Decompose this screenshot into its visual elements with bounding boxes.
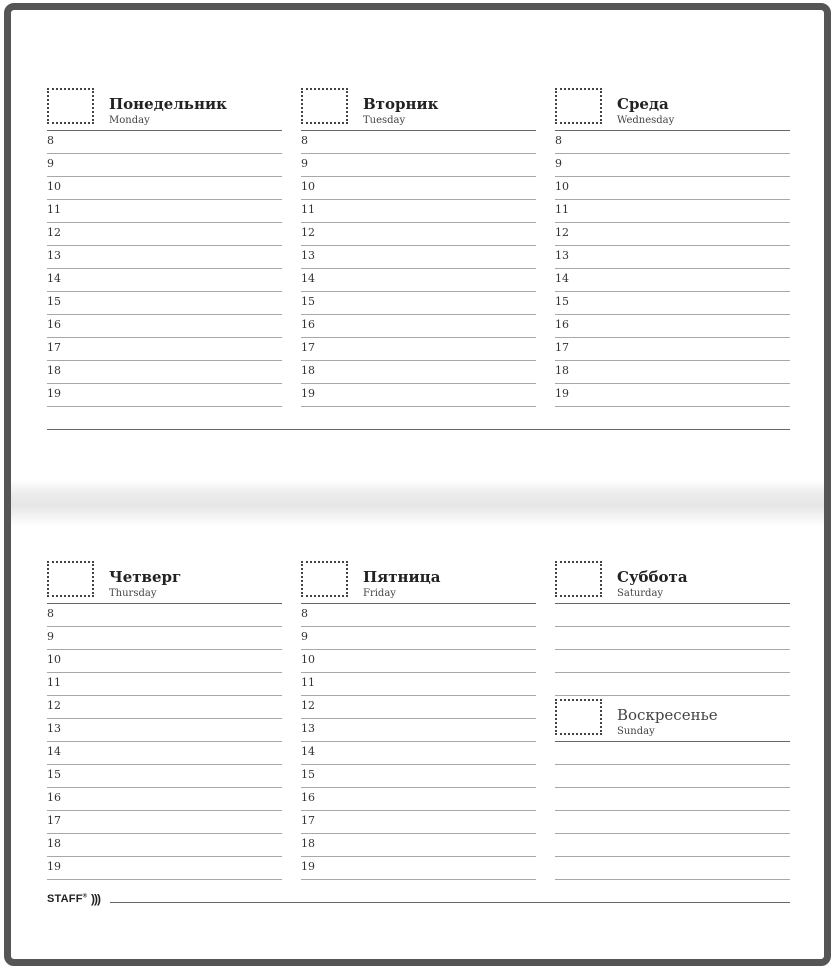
date-box[interactable]: [301, 88, 348, 124]
hour-label: 15: [47, 295, 61, 308]
hour-line[interactable]: [301, 695, 536, 696]
hour-line[interactable]: [47, 199, 282, 200]
hour-line[interactable]: [301, 314, 536, 315]
note-line[interactable]: [555, 672, 790, 673]
hour-label: 19: [301, 860, 315, 873]
hour-label: 8: [301, 134, 308, 147]
hour-label: 13: [301, 249, 315, 262]
date-box[interactable]: [301, 561, 348, 597]
hour-line[interactable]: [555, 222, 790, 223]
hour-line[interactable]: [301, 718, 536, 719]
day-name: Воскресенье: [617, 706, 718, 724]
header-rule: [301, 130, 536, 131]
hour-label: 18: [301, 364, 315, 377]
hour-label: 13: [47, 249, 61, 262]
day-name: Среда: [617, 95, 669, 113]
hour-line[interactable]: [47, 245, 282, 246]
hour-label: 18: [555, 364, 569, 377]
hour-label: 18: [47, 837, 61, 850]
hour-line[interactable]: [555, 314, 790, 315]
hour-label: 16: [301, 318, 315, 331]
hour-label: 10: [301, 653, 315, 666]
hour-line[interactable]: [301, 153, 536, 154]
note-line[interactable]: [555, 833, 790, 834]
hour-line[interactable]: [301, 856, 536, 857]
hour-line[interactable]: [301, 810, 536, 811]
hour-label: 12: [47, 226, 61, 239]
header-rule: [555, 130, 790, 131]
hour-line[interactable]: [555, 153, 790, 154]
hour-line[interactable]: [47, 695, 282, 696]
brand-logo: [47, 893, 87, 905]
hour-label: 17: [47, 341, 61, 354]
hour-label: 8: [47, 607, 54, 620]
hour-line[interactable]: [301, 360, 536, 361]
hour-label: 16: [555, 318, 569, 331]
day-name: Суббота: [617, 568, 688, 586]
hour-label: 11: [47, 676, 61, 689]
hour-label: 15: [301, 295, 315, 308]
hour-label: 11: [47, 203, 61, 216]
note-line[interactable]: [555, 695, 790, 696]
hour-line[interactable]: [47, 222, 282, 223]
hour-line[interactable]: [47, 856, 282, 857]
hour-label: 15: [301, 768, 315, 781]
day-column-thursday: [47, 561, 282, 901]
hour-label: 14: [301, 272, 315, 285]
note-line[interactable]: [555, 626, 790, 627]
day-name: Понедельник: [109, 95, 227, 113]
hour-line[interactable]: [47, 176, 282, 177]
hour-label: 12: [47, 699, 61, 712]
hour-line[interactable]: [301, 787, 536, 788]
day-name: Четверг: [109, 568, 182, 586]
hour-label: 11: [301, 203, 315, 216]
hour-label: 14: [301, 745, 315, 758]
hour-label: 19: [47, 387, 61, 400]
hour-line[interactable]: [301, 268, 536, 269]
hour-label: 17: [301, 814, 315, 827]
hour-line[interactable]: [47, 718, 282, 719]
hour-label: 10: [301, 180, 315, 193]
hour-label: 18: [301, 837, 315, 850]
hour-label: 13: [555, 249, 569, 262]
note-line[interactable]: [555, 787, 790, 788]
hour-label: 9: [47, 630, 54, 643]
hour-label: 16: [47, 791, 61, 804]
hour-line[interactable]: [47, 672, 282, 673]
hour-label: 15: [47, 768, 61, 781]
hour-line[interactable]: [301, 879, 536, 880]
header-rule: [555, 603, 790, 604]
brand-mark: ®: [82, 893, 88, 900]
hour-label: 12: [301, 226, 315, 239]
hour-line[interactable]: [301, 626, 536, 627]
header-rule: [301, 603, 536, 604]
weekend-column: [555, 561, 790, 901]
hour-label: 14: [47, 745, 61, 758]
brand-name: STAFF: [47, 893, 83, 905]
day-name-english: Saturday: [617, 588, 664, 599]
hour-label: 19: [555, 387, 569, 400]
hour-line[interactable]: [301, 176, 536, 177]
hour-label: 8: [47, 134, 54, 147]
hour-line[interactable]: [47, 879, 282, 880]
header-rule: [555, 741, 790, 742]
hour-label: 10: [47, 653, 61, 666]
hour-line[interactable]: [47, 741, 282, 742]
hour-label: 12: [301, 699, 315, 712]
hour-label: 8: [555, 134, 562, 147]
note-line[interactable]: [555, 764, 790, 765]
hour-label: 17: [301, 341, 315, 354]
hour-label: 11: [301, 676, 315, 689]
day-name: Пятница: [363, 568, 441, 586]
day-column-tuesday: [301, 88, 536, 428]
hour-line[interactable]: [555, 291, 790, 292]
sunday-block: [555, 699, 790, 899]
hour-line[interactable]: [555, 199, 790, 200]
hour-line[interactable]: [47, 337, 282, 338]
hour-line[interactable]: [301, 199, 536, 200]
hour-line[interactable]: [301, 833, 536, 834]
hour-line[interactable]: [47, 787, 282, 788]
hour-line[interactable]: [555, 383, 790, 384]
day-column-monday: [47, 88, 282, 428]
hour-line[interactable]: [47, 764, 282, 765]
notes-rule[interactable]: [47, 429, 790, 430]
hour-line[interactable]: [555, 245, 790, 246]
day-name-english: Thursday: [109, 588, 157, 599]
hour-line[interactable]: [47, 383, 282, 384]
hour-line[interactable]: [555, 406, 790, 407]
hour-label: 9: [301, 157, 308, 170]
hour-label: 10: [47, 180, 61, 193]
hour-line[interactable]: [47, 268, 282, 269]
hour-line[interactable]: [555, 268, 790, 269]
date-box[interactable]: [555, 561, 602, 597]
hour-line[interactable]: [301, 672, 536, 673]
note-line[interactable]: [555, 879, 790, 880]
hour-line[interactable]: [47, 810, 282, 811]
hour-line[interactable]: [47, 314, 282, 315]
day-name-english: Sunday: [617, 726, 655, 737]
hour-line[interactable]: [301, 291, 536, 292]
hour-line[interactable]: [301, 406, 536, 407]
hour-line[interactable]: [47, 406, 282, 407]
header-rule: [47, 603, 282, 604]
hour-line[interactable]: [555, 176, 790, 177]
hour-line[interactable]: [47, 153, 282, 154]
day-name-english: Wednesday: [617, 115, 675, 126]
hour-label: 9: [47, 157, 54, 170]
note-line[interactable]: [555, 810, 790, 811]
hour-line[interactable]: [47, 626, 282, 627]
day-column-wednesday: [555, 88, 790, 428]
day-column-friday: [301, 561, 536, 901]
hour-line[interactable]: [301, 741, 536, 742]
header-rule: [47, 130, 282, 131]
hour-line[interactable]: [301, 245, 536, 246]
hour-label: 13: [47, 722, 61, 735]
page-fold: [11, 480, 824, 526]
hour-label: 16: [301, 791, 315, 804]
hour-line[interactable]: [301, 383, 536, 384]
planner-page: [4, 3, 831, 966]
hour-label: 9: [555, 157, 562, 170]
hour-label: 19: [301, 387, 315, 400]
hour-label: 17: [555, 341, 569, 354]
date-box[interactable]: [47, 561, 94, 597]
hour-label: 8: [301, 607, 308, 620]
hour-label: 11: [555, 203, 569, 216]
day-name-english: Friday: [363, 588, 396, 599]
hour-label: 18: [47, 364, 61, 377]
hour-label: 17: [47, 814, 61, 827]
hour-label: 9: [301, 630, 308, 643]
hour-line[interactable]: [301, 764, 536, 765]
hour-label: 10: [555, 180, 569, 193]
day-name: Вторник: [363, 95, 439, 113]
hour-label: 13: [301, 722, 315, 735]
hour-label: 15: [555, 295, 569, 308]
hour-label: 16: [47, 318, 61, 331]
hour-label: 14: [555, 272, 569, 285]
hour-label: 19: [47, 860, 61, 873]
hour-line[interactable]: [47, 291, 282, 292]
hour-line[interactable]: [555, 337, 790, 338]
note-line[interactable]: [555, 649, 790, 650]
date-box[interactable]: [47, 88, 94, 124]
date-box[interactable]: [555, 88, 602, 124]
day-name-english: Tuesday: [363, 115, 406, 126]
hour-line[interactable]: [301, 222, 536, 223]
hour-line[interactable]: [47, 360, 282, 361]
date-box[interactable]: [555, 699, 602, 735]
hour-label: 12: [555, 226, 569, 239]
hour-line[interactable]: [47, 649, 282, 650]
notes-rule[interactable]: [110, 902, 790, 903]
hour-label: 14: [47, 272, 61, 285]
hour-line[interactable]: [301, 649, 536, 650]
hour-line[interactable]: [47, 833, 282, 834]
day-name-english: Monday: [109, 115, 150, 126]
brand-waves-icon: ))): [91, 892, 100, 906]
note-line[interactable]: [555, 856, 790, 857]
hour-line[interactable]: [301, 337, 536, 338]
hour-line[interactable]: [555, 360, 790, 361]
